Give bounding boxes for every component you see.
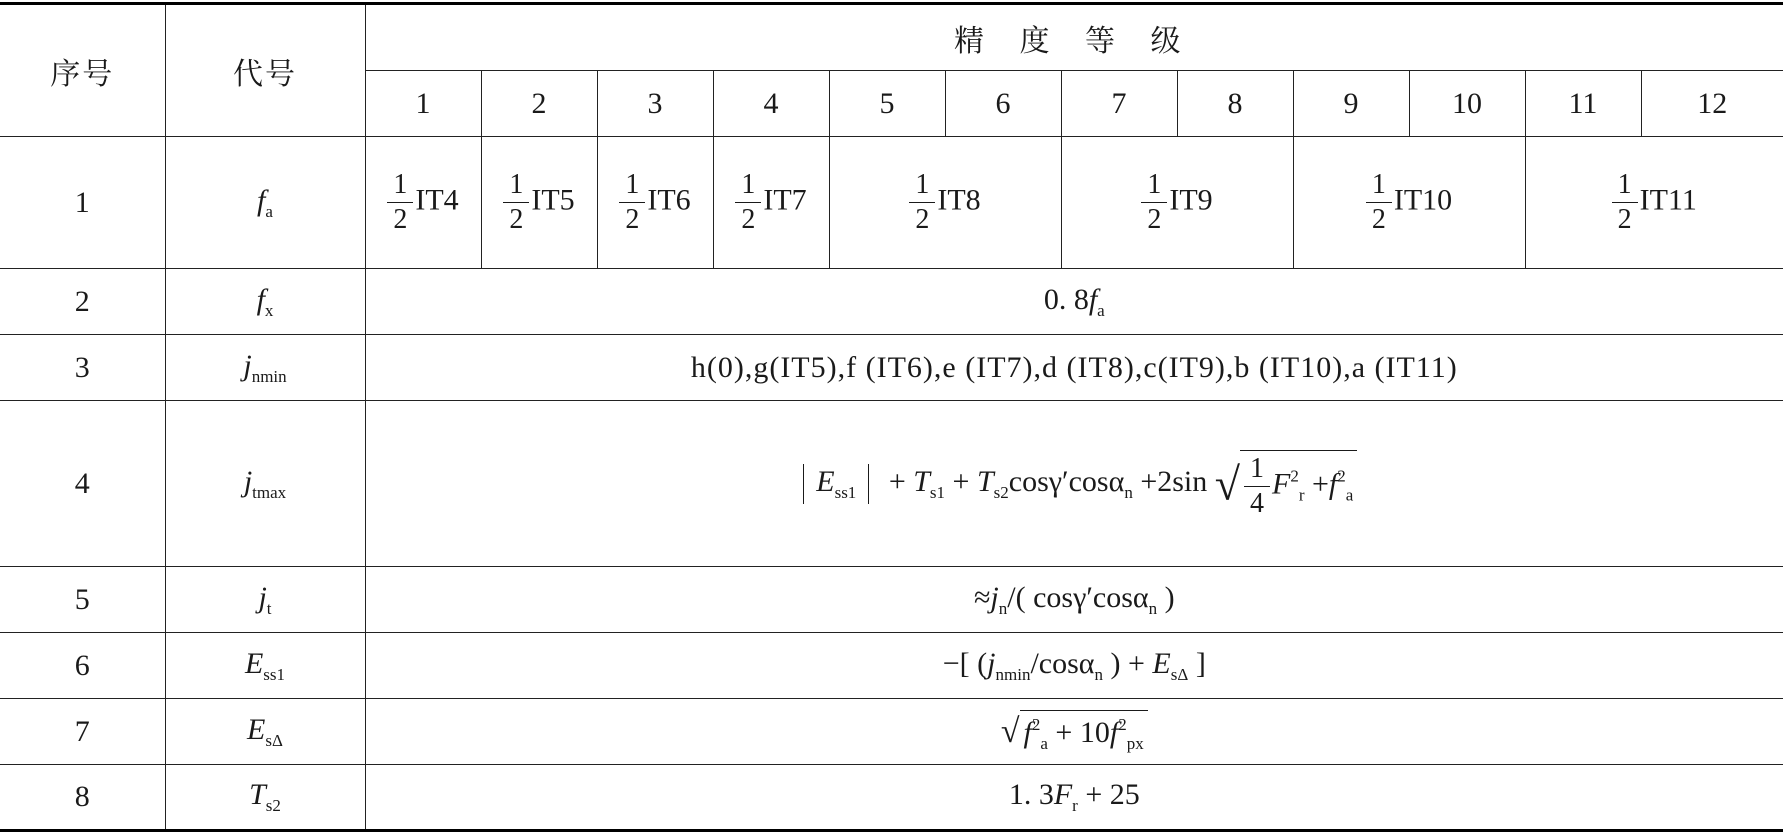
row-index: 1 <box>0 137 165 269</box>
grade-11: 11 <box>1525 71 1641 137</box>
sqrt-expression: √ $f^2_a + 10f^2_{px}$ <box>1001 710 1148 754</box>
header-row-top <box>0 4 1783 71</box>
precision-grade-table <box>0 2 1783 832</box>
table-row <box>0 699 1783 765</box>
table-row <box>0 567 1783 633</box>
row-code: $j_{tmax}$ <box>165 401 365 567</box>
header-precision-grade: 精 度 等 级 <box>365 4 1783 71</box>
table-row <box>0 765 1783 831</box>
fa-grade-7-8: $\frac{1}{2}$ IT9 <box>1061 137 1293 269</box>
fa-grade-1: $\frac{1}{2}$ IT4 <box>365 137 481 269</box>
row-code: $E_{s\Delta}$ <box>165 699 365 765</box>
row-index: 6 <box>0 633 165 699</box>
jnmin-values: h(0),g(IT5),f (IT6),e (IT7),d (IT8),c(IT9),b (IT10),a (IT11) <box>365 335 1783 401</box>
fa-grade-3: $\frac{1}{2}$ IT6 <box>597 137 713 269</box>
grade-1: 1 <box>365 71 481 137</box>
row-index: 7 <box>0 699 165 765</box>
row-code: $f_x$ <box>165 269 365 335</box>
row-code: $T_{s2}$ <box>165 765 365 831</box>
grade-9: 9 <box>1293 71 1409 137</box>
abs-bar-right <box>868 464 869 504</box>
table-row <box>0 137 1783 269</box>
grade-5: 5 <box>829 71 945 137</box>
fx-formula: 0. $8f_a$ <box>365 269 1783 335</box>
row-index: 4 <box>0 401 165 567</box>
ts2-formula: 1. $3F_r + 25$ <box>365 765 1783 831</box>
grade-12: 12 <box>1641 71 1783 137</box>
row-index: 5 <box>0 567 165 633</box>
abs-bar-left <box>803 464 804 504</box>
fa-grade-2: $\frac{1}{2}$ IT5 <box>481 137 597 269</box>
row-code: $j_t$ <box>165 567 365 633</box>
fa-grade-5-6: $\frac{1}{2}$ IT8 <box>829 137 1061 269</box>
ess1-formula: −[ ($j_{nmin}/\cos\alpha_n$ ) + $E_{s\Delta}$ ] <box>365 633 1783 699</box>
table-row <box>0 633 1783 699</box>
row-index: 2 <box>0 269 165 335</box>
grade-10: 10 <box>1409 71 1525 137</box>
esdelta-formula <box>365 699 1783 765</box>
row-code: $f_a$ <box>165 137 365 269</box>
header-index: 序号 <box>0 4 165 137</box>
grade-3: 3 <box>597 71 713 137</box>
grade-6: 6 <box>945 71 1061 137</box>
jt-formula: $\approx j_n/$( cosγ′cosα$_n$ ) <box>365 567 1783 633</box>
header-code: 代号 <box>165 4 365 137</box>
table-row <box>0 335 1783 401</box>
row-index: 8 <box>0 765 165 831</box>
grade-2: 2 <box>481 71 597 137</box>
jtmax-formula: $E_{ss1} + T_{s1} + T_{s2}\cos\gamma'\cos\alpha_n +2\sin$ √ $\frac{1}{4}$ $F^2_r +f^2_a$ <box>365 401 1783 567</box>
table-row <box>0 269 1783 335</box>
row-index: 3 <box>0 335 165 401</box>
row-code: $j_{nmin}$ <box>165 335 365 401</box>
grade-4: 4 <box>713 71 829 137</box>
row-code: $E_{ss1}$ <box>165 633 365 699</box>
table-row <box>0 401 1783 567</box>
grade-7: 7 <box>1061 71 1177 137</box>
fa-grade-9-10: $\frac{1}{2}$ IT10 <box>1293 137 1525 269</box>
fa-grade-11-12: $\frac{1}{2}$ IT11 <box>1525 137 1783 269</box>
sqrt-expression: √ $\frac{1}{4}$ $F^2_r +f^2_a$ <box>1215 450 1358 518</box>
grade-8: 8 <box>1177 71 1293 137</box>
fa-grade-4: $\frac{1}{2}$ IT7 <box>713 137 829 269</box>
